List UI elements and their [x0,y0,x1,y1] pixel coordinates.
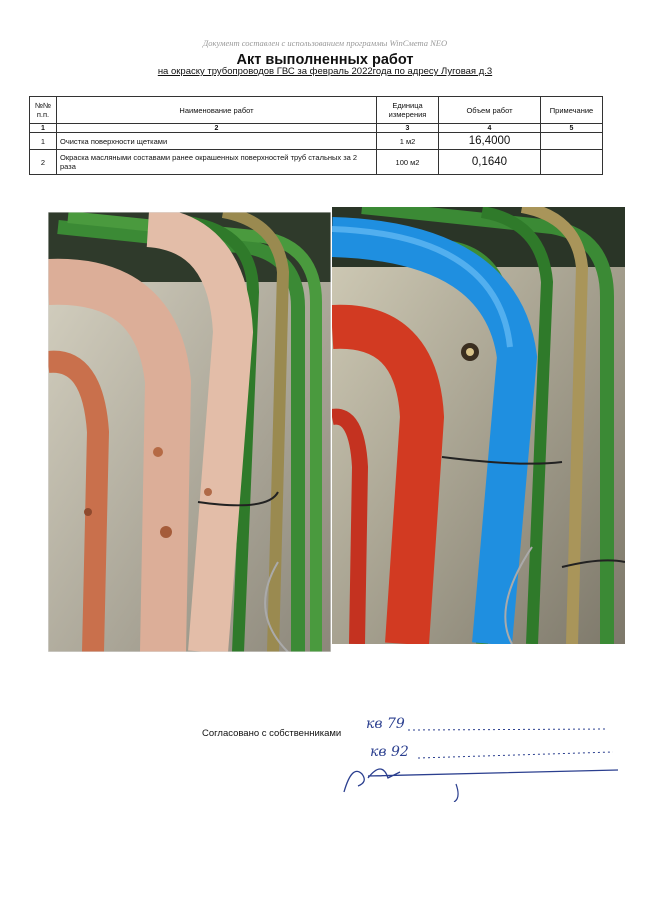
photo-before [48,212,331,652]
table-row [30,150,603,175]
signature-scribble [344,769,618,792]
table-header-row [30,97,603,124]
header-unit: Единица измерения [377,97,439,124]
header-volume: Объем работ [439,97,541,124]
signature-apt-79: кв 79 [366,716,405,732]
signature-apt-92: кв 92 [370,744,409,760]
column-number: 3 [377,124,439,133]
header-name: Наименование работ [57,97,377,124]
handwritten-signatures [338,712,628,802]
row-volume: 0,1640 [439,150,541,175]
agreed-label: Согласовано с собственниками [202,728,342,739]
row-note [541,150,603,175]
row-num: 2 [30,150,57,175]
column-numbers-row [30,124,603,133]
row-name: Окраска масляными составами ранее окрашенных поверхностей труб стальных за 2 раза [57,150,377,175]
column-number: 5 [541,124,603,133]
row-unit: 100 м2 [377,150,439,175]
row-note [541,133,603,150]
header-num: №№ п.п. [30,97,57,124]
row-num: 1 [30,133,57,150]
row-volume: 16,4000 [439,133,541,150]
column-number: 1 [30,124,57,133]
photo-after [332,207,625,644]
table-row [30,133,603,150]
works-table [29,96,603,175]
document-subtitle: на окраску трубопроводов ГВС за февраль 2022года по адресу Луговая д.3 [157,66,493,77]
header-note: Примечание [541,97,603,124]
software-note: Документ составлен с использованием программы WinСмета NEO [202,38,448,48]
document-title: Акт выполненных работ [236,52,414,68]
column-number: 4 [439,124,541,133]
row-unit: 1 м2 [377,133,439,150]
row-name: Очистка поверхности щетками [57,133,377,150]
column-number: 2 [57,124,377,133]
